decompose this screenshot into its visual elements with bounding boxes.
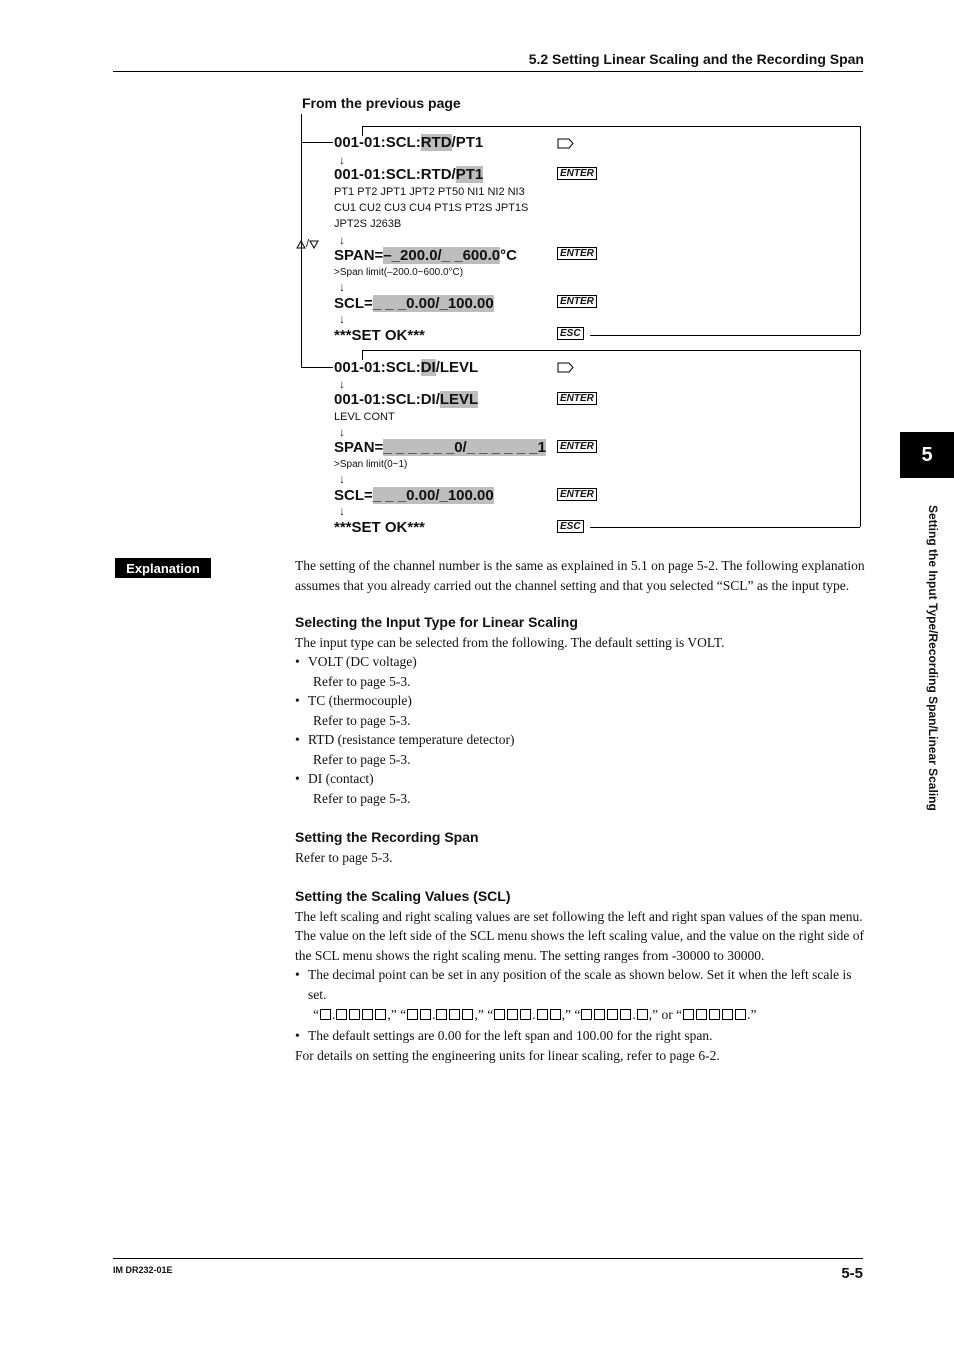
enter-key: ENTER (557, 488, 597, 501)
footer-rule (113, 1258, 863, 1259)
header-rule (113, 71, 863, 72)
di-set-ok: ***SET OK*** (334, 519, 425, 536)
down-arrow-icon: ↓ (339, 153, 345, 167)
running-header-title: 5.2 Setting Linear Scaling and the Recording Span (528, 51, 864, 67)
list-item: • DI (contact) (295, 769, 865, 789)
list-item: • VOLT (DC voltage) (295, 652, 865, 672)
down-arrow-icon: ↓ (339, 377, 345, 391)
next-key-icon (557, 138, 574, 149)
footer-doc-code: IM DR232-01E (113, 1265, 173, 1275)
flow-branch-di (301, 367, 333, 368)
rtd-frame-top (362, 126, 861, 127)
di-options: LEVL CONT (334, 411, 395, 423)
enter-key: ENTER (557, 167, 597, 180)
list-item: • The default settings are 0.00 for the left span and 100.00 for the right span. (295, 1026, 865, 1046)
enter-key: ENTER (557, 392, 597, 405)
list-item-ref: Refer to page 5-3. (313, 712, 411, 728)
di-scl-display: SCL=_ _ _0.00/_100.00 (334, 487, 494, 504)
rtd-frame-right (860, 126, 861, 335)
enter-key: ENTER (557, 247, 597, 260)
rtd-display-1: 001-01:SCL:RTD/PT1 (334, 134, 484, 151)
section-text: The left scaling and right scaling values are set following the left and right span values of the span menu. The value on the left side of the SCL menu shows the left scaling value, and the value on the right side of the SCL menu shows the right scaling menu. The setting ranges from -30000 to 30000. (295, 908, 864, 963)
section-text: The input type can be selected from the following. The default setting is VOLT. (295, 634, 725, 650)
next-key-icon (557, 362, 574, 373)
updown-keys (296, 238, 319, 250)
down-arrow-icon: ↓ (339, 233, 345, 247)
explanation-badge: Explanation (115, 558, 211, 578)
rtd-esc-return (590, 335, 860, 336)
di-frame-right (860, 350, 861, 527)
down-arrow-icon: ↓ (339, 312, 345, 326)
rtd-display-2: 001-01:SCL:RTD/PT1 (334, 166, 484, 183)
rtd-span-display: SPAN=–_200.0/_ _600.0°C (334, 247, 517, 264)
section-footer-text: For details on setting the engineering units for linear scaling, refer to page 6-2. (295, 1047, 720, 1063)
esc-key: ESC (557, 520, 584, 533)
list-item: • TC (thermocouple) (295, 691, 865, 711)
di-display-1: 001-01:SCL:DI/LEVL (334, 359, 479, 376)
list-item-ref: Refer to page 5-3. (313, 751, 411, 767)
decimal-formats: “ . ,” “ . ,” “ . ,” “ . ,” or “ .” (313, 1007, 757, 1022)
down-arrow-icon: ↓ (339, 280, 345, 294)
down-arrow-icon: ↓ (339, 504, 345, 518)
list-item-ref: Refer to page 5-3. (313, 790, 411, 806)
down-key-icon (309, 240, 319, 249)
enter-key: ENTER (557, 295, 597, 308)
chapter-side-title: Setting the Input Type/Recording Span/Linear Scaling (926, 505, 940, 811)
list-item: • The decimal point can be set in any position of the scale as shown below. Set it when the left scale is set. (295, 965, 865, 1004)
list-item: • RTD (resistance temperature detector) (295, 730, 865, 750)
formats-or: or (661, 1007, 673, 1022)
di-frame-top (362, 350, 861, 351)
chapter-tab: 5 (900, 432, 954, 478)
down-arrow-icon: ↓ (339, 425, 345, 439)
enter-key: ENTER (557, 440, 597, 453)
down-arrow-icon: ↓ (339, 472, 345, 486)
section-heading-recording-span: Setting the Recording Span (295, 829, 479, 845)
rtd-span-limit: >Span limit(–200.0~600.0°C) (334, 267, 464, 278)
rtd-options-3: JPT2S J263B (334, 218, 402, 230)
di-span-display: SPAN=_ _ _ _ _ _0/_ _ _ _ _ _1 (334, 439, 546, 456)
up-key-icon (296, 240, 306, 249)
flow-branch-rtd (301, 142, 333, 143)
explanation-intro: The setting of the channel number is the same as explained in 5.1 on page 5-2. The following explanation assumes that you already carried out the channel setting and that you selected “SCL” as the input type. (295, 558, 865, 593)
section-heading-scaling-values: Setting the Scaling Values (SCL) (295, 888, 511, 904)
explanation-body (295, 556, 865, 1065)
section-text: Refer to page 5-3. (295, 849, 393, 865)
rtd-set-ok: ***SET OK*** (334, 327, 425, 344)
rtd-scl-display: SCL=_ _ _0.00/_100.00 (334, 295, 494, 312)
di-esc-return (590, 527, 860, 528)
list-item-ref: Refer to page 5-3. (313, 673, 411, 689)
rtd-options-1: PT1 PT2 JPT1 JPT2 PT50 NI1 NI2 NI3 (334, 186, 525, 198)
footer-page-number: 5-5 (841, 1265, 863, 1282)
rtd-options-2: CU1 CU2 CU3 CU4 PT1S PT2S JPT1S (334, 202, 529, 214)
flow-from-previous: From the previous page (302, 95, 461, 111)
section-heading-input-type: Selecting the Input Type for Linear Scaling (295, 614, 578, 630)
esc-key: ESC (557, 327, 584, 340)
updown-separator: / (306, 238, 310, 250)
di-display-2: 001-01:SCL:DI/LEVL (334, 391, 479, 408)
di-span-limit: >Span limit(0~1) (334, 459, 408, 470)
